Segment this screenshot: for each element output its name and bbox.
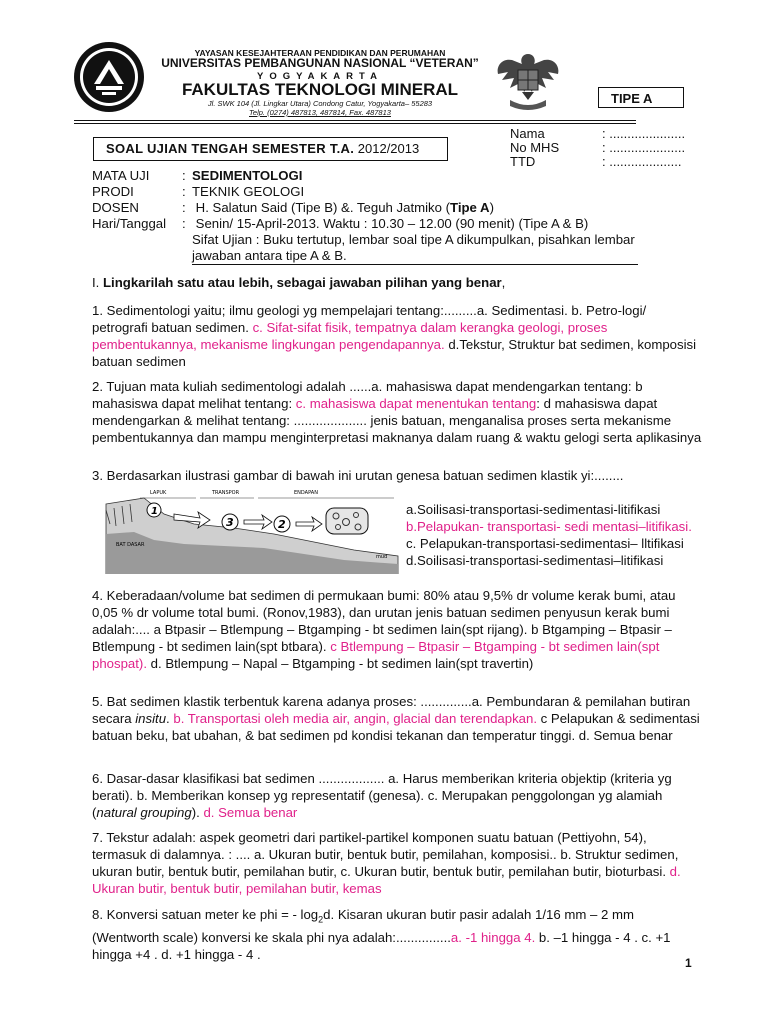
q8-text-end: b. –1 hingga - 4 . c. +1 hingga +4 . d. +1 hingga - 4 . bbox=[92, 929, 671, 962]
q6-text: 6. Dasar-dasar klasifikasi bat sedimen .................. a. Harus memberikan kriteria objektip (kriteria yg berati). b. Memberikan konsep yg representatif (genesa). c. Merupakan penggolongan yg alamiah ( bbox=[92, 771, 672, 820]
info-value: SEDIMENTOLOGI bbox=[192, 168, 303, 183]
identity-blank: : ..................... bbox=[602, 140, 686, 155]
question-4 bbox=[92, 587, 702, 672]
q3-option-c: c. Pelapukan-transportasi-sedimentasi– lltifikasi d.Soilisasi-transportasi-sedimentasi–litifikasi bbox=[406, 536, 684, 568]
q2-highlight: c. mahasiswa dapat menentukan tentang bbox=[295, 396, 537, 411]
fig-stage-2: 2 bbox=[278, 518, 286, 531]
q7-highlight: d. Ukuran butir, bentuk butir, pemilahan butir, kemas bbox=[92, 864, 681, 896]
question-6 bbox=[92, 770, 702, 821]
q4-text-end: d. Btlempung – Napal – Btgamping - bt sedimen lain(spt travertin) bbox=[147, 656, 534, 671]
info-value: Senin/ 15-April-2013. Waktu : 10.30 – 12.00 (90 menit) (Tipe A & B) bbox=[195, 216, 589, 231]
university-name: UNIVERSITAS PEMBANGUNAN NASIONAL “VETERAN” bbox=[161, 56, 479, 70]
q4-text: 4. Keberadaan/volume bat sedimen di permukaan bumi: 80% atau 9,5% dr volume kerak bumi, atau 0,05 % dr volume total bumi. (Ronov,1983), dan urutan jenis batuan sedimen penyusun kerak bumi adalah:.... a Btpasir – Btlempung – Btgamping - bt sedimen lain(spt rijang). b Btgamping – Btpasir –Btlempung - bt sedimen lain(spt btbara). bbox=[92, 588, 676, 654]
exam-title-box bbox=[93, 137, 448, 161]
q8-text-mid: d. Kisaran ukuran butir pasir adalah 1/16 mm – 2 mm (Wentworth scale) konversi ke skala phi nya adalah:............... bbox=[92, 907, 634, 945]
q5-highlight: b. Transportasi oleh media air, angin, glacial dan terendapkan. bbox=[173, 711, 537, 726]
q5-italic: insitu bbox=[135, 711, 167, 726]
info-hari: Hari/Tanggal : Senin/ 15-April-2013. Waktu : 10.30 – 12.00 (90 menit) (Tipe A & B) bbox=[92, 216, 589, 231]
q2-text-end: : d mahasiswa dapat mendengarkan & melihat tentang: .................... jenis batuan, menganalisa proses serta mekanisme pembentukannya dan mampu menginterpretasi maknanya dalam ruang & waktu gelogi serta aplikasinya bbox=[92, 396, 702, 445]
q7-text: 7. Tekstur adalah: aspek geometri dari partikel-partikel komponen suatu batuan (Pettiyohn, 54), termasuk di dalamnya. : .... a. Ukuran butir, bentuk butir, pemilahan, komposisi.. b. Struktur sedimen, ukuran butir, bentuk butir, pemilahan butir, c. Ukuran butir, bentuk butir, pemilahan butir, bioturbasi. bbox=[92, 830, 679, 879]
fig-label-top2: TRANSPOR bbox=[212, 490, 240, 496]
q8-text: 8. Konversi satuan meter ke phi = - log bbox=[92, 907, 319, 922]
identity-row-nomhs bbox=[510, 140, 685, 155]
exam-title: SOAL UJIAN TENGAH SEMESTER T.A. bbox=[106, 141, 355, 156]
page-number: 1 bbox=[685, 956, 692, 970]
fig-stage-3: 3 bbox=[226, 516, 234, 529]
info-key: MATA UJI bbox=[92, 168, 150, 183]
q8-highlight: a. -1 hingga 4. bbox=[450, 929, 536, 945]
fig-label-base: BAT DASAR bbox=[116, 542, 145, 548]
garuda-emblem bbox=[492, 48, 564, 116]
header-divider bbox=[74, 120, 636, 121]
q5-text-end: c Pelapukan & sedimentasi batuan beku, bat ubahan, & bat sedimen pd kondisi tekanan dan temperatur tinggi. d. Semua benar bbox=[92, 711, 700, 743]
question-7 bbox=[92, 829, 702, 897]
identity-label: No MHS bbox=[510, 140, 560, 155]
instruction-prefix: I. bbox=[92, 275, 103, 290]
header-divider-2 bbox=[74, 123, 636, 124]
q4-highlight: c Btlempung – Btpasir – Btgamping - bt sedimen lain(spt phospat). bbox=[92, 639, 660, 671]
q1-text: 1. Sedimentologi yaitu; ilmu geologi yg mempelajari tentang:.........a. Sedimentasi. b. Petro-logi/ petrografi batuan sedimen. bbox=[92, 303, 647, 335]
q6-text-mid: ). bbox=[191, 805, 204, 820]
info-prodi: PRODI : TEKNIK GEOLOGI bbox=[92, 184, 305, 199]
fig-stage-1: 1 bbox=[151, 506, 158, 517]
exam-year: 2012/2013 bbox=[354, 141, 420, 156]
identity-row-nama bbox=[510, 126, 685, 141]
info-value-end: ) bbox=[489, 200, 494, 215]
q5-text-mid: . bbox=[166, 711, 174, 726]
instruction-suffix: , bbox=[501, 275, 506, 290]
fig-label-top3: ENDAPAN bbox=[294, 490, 318, 496]
q1-highlight: c. Sifat-sifat fisik, tempatnya dalam kerangka geologi, proses pembentukannya, mekanisme lingkungan pengendapannya. bbox=[92, 320, 608, 352]
info-mata-uji: MATA UJI : SEDIMENTOLOGI bbox=[92, 168, 303, 183]
instruction bbox=[92, 274, 702, 291]
identity-label: Nama bbox=[510, 126, 545, 141]
info-value: H. Salatun Said (Tipe B) &. Teguh Jatmiko ( bbox=[195, 200, 451, 215]
info-divider bbox=[192, 264, 638, 265]
q1-text-end: d.Tekstur, Struktur bat sedimen, komposisi batuan sedimen bbox=[92, 337, 697, 369]
info-dosen: DOSEN : H. Salatun Said (Tipe B) &. Teguh Jatmiko (Tipe A) bbox=[92, 200, 494, 215]
identity-blank: : ..................... bbox=[602, 126, 686, 141]
q2-text: 2. Tujuan mata kuliah sedimentologi adalah ......a. mahasiswa dapat mendengarkan tentang: b mahasiswa dapat melihat tentang: bbox=[92, 379, 643, 411]
q3-option-b: b.Pelapukan- transportasi- sedi mentasi–litifikasi. bbox=[406, 519, 692, 534]
instruction-text: Lingkarilah satu atau lebih, sebagai jawaban pilihan yang benar bbox=[103, 275, 502, 290]
q3-option-a: a.Soilisasi-transportasi-sedimentasi-litifikasi bbox=[406, 502, 661, 517]
question-5 bbox=[92, 693, 702, 744]
q6-italic: natural grouping bbox=[96, 805, 192, 820]
question-3-options bbox=[406, 501, 702, 569]
foundation-name: YAYASAN KESEJAHTERAAN PENDIDIKAN DAN PERUMAHAN bbox=[194, 48, 446, 58]
sediment-genesis-figure bbox=[104, 484, 400, 574]
identity-label: TTD bbox=[510, 154, 536, 169]
info-sifat-2: jawaban antara tipe A & B. bbox=[192, 248, 347, 263]
fig-label-mud: mud bbox=[376, 554, 388, 560]
address-line: Jl. SWK 104 (Jl. Lingkar Utara) Condong Catur, Yogyakarta– 55283 bbox=[207, 99, 433, 108]
q3-text: 3. Berdasarkan ilustrasi gambar di bawah ini urutan genesa batuan sedimen klastik yi:........ bbox=[92, 468, 624, 483]
question-8 bbox=[92, 906, 702, 963]
q8-subscript: 2 bbox=[318, 914, 324, 925]
info-key: PRODI bbox=[92, 184, 134, 199]
city-name: YOGYAKARTA bbox=[257, 71, 383, 82]
question-1 bbox=[92, 302, 702, 370]
info-key: Hari/Tanggal bbox=[92, 216, 167, 231]
identity-row-ttd bbox=[510, 154, 681, 169]
question-3 bbox=[92, 467, 702, 484]
info-key: DOSEN bbox=[92, 200, 139, 215]
q6-highlight: d. Semua benar bbox=[203, 805, 298, 820]
identity-blank: : .................... bbox=[602, 154, 682, 169]
exam-type-box: TIPE A bbox=[598, 87, 684, 108]
question-2 bbox=[92, 378, 702, 446]
info-sifat: Sifat Ujian : Buku tertutup, lembar soal tipe A dikumpulkan, pisahkan lembar bbox=[192, 232, 635, 247]
upn-logo bbox=[72, 40, 146, 114]
fig-label-top1: LAPUK bbox=[150, 490, 167, 496]
info-value: TEKNIK GEOLOGI bbox=[192, 184, 305, 199]
q5-text: 5. Bat sedimen klastik terbentuk karena adanya proses: ..............a. Pembundaran & pemilahan butiran secara bbox=[92, 694, 691, 726]
info-value-bold: Tipe A bbox=[450, 200, 490, 215]
faculty-name: FAKULTAS TEKNOLOGI MINERAL bbox=[181, 80, 459, 99]
phone-line: Telp. (0274) 487813, 487814, Fax. 487813 bbox=[249, 108, 391, 117]
